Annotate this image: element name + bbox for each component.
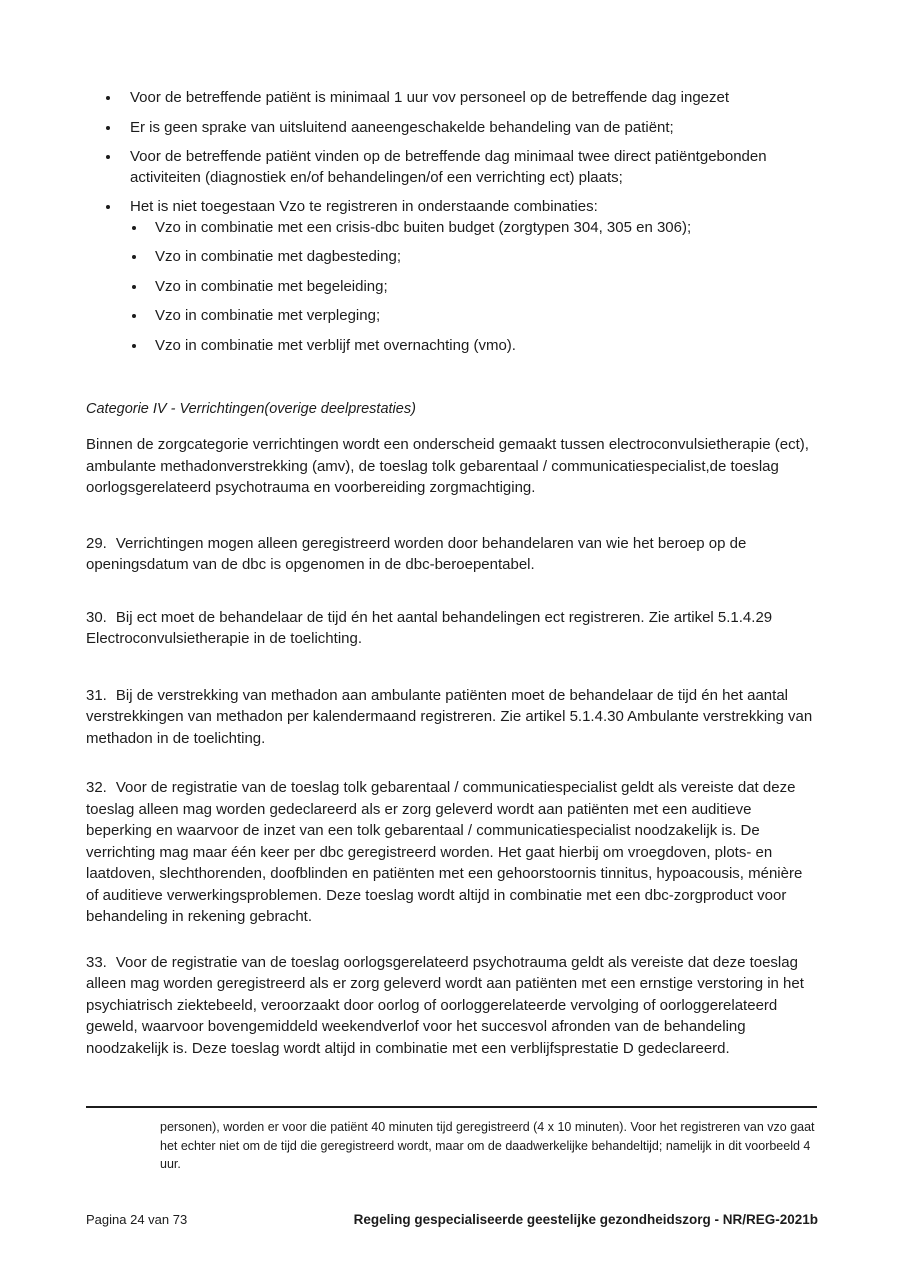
sub-bullet-item: [130, 306, 817, 327]
item-text: Voor de registratie van de toeslag oorlogsgerelateerd psychotrauma geldt als vereiste dat deze toeslag alleen mag worden geregistreerd als er zorg geleverd wordt aan patiënten met een ernstige verstoring in het psychiatrisch ziektebeeld, veroorzaakt door oorlog of oorloggerelateerde vervolging of oorloggerelateerd geweld, waarvoor bovengemiddeld weekendverlof voor het succesvol afronden van de behandeling noodzakelijk is. Deze toeslag wordt altijd in combinatie met een verblijfsprestatie D gedeclareerd.: [86, 953, 804, 1057]
bullet-text: Voor de betreffende patiënt is minimaal 1 uur vov personeel op de betreffende dag ingezet: [130, 89, 730, 106]
bullet-text: Er is geen sprake van uitsluitend aaneengeschakelde behandeling van de patiënt;: [130, 118, 674, 136]
sub-bullet-list: [130, 218, 817, 357]
numbered-item-32: [86, 777, 817, 928]
category-heading: Categorie IV - Verrichtingen(overige deelprestaties): [86, 401, 416, 417]
sub-bullet-item: [130, 218, 817, 239]
item-text: Verrichtingen mogen alleen geregistreerd worden door behandelaren van wie het beroep op de openingsdatum van de dbc is opgenomen in de dbc-beroepentabel.: [86, 534, 747, 573]
item-number: 29.: [86, 534, 107, 552]
bullet-icon: [106, 205, 110, 209]
numbered-item-30: [86, 607, 817, 650]
bullet-item: [86, 197, 817, 356]
bullet-list: [86, 88, 817, 356]
page-content: [86, 88, 817, 1059]
numbered-item-33: [86, 952, 817, 1060]
item-number: 33.: [86, 953, 107, 971]
numbered-item-29: [86, 533, 817, 576]
bullet-item: [86, 118, 817, 139]
document-title: Regeling gespecialiseerde geestelijke gezondheidszorg - NR/REG-2021b: [353, 1212, 818, 1227]
sub-bullet-item: [130, 336, 817, 357]
bullet-icon: [106, 126, 110, 130]
item-text: Bij de verstrekking van methadon aan ambulante patiënten moet de behandelaar de tijd én het aantal verstrekkingen van methadon per kalendermaand registreren. Zie artikel 5.1.4.30 Ambulante verstrekking van methadon in de toelichting.: [86, 686, 813, 747]
bullet-icon: [132, 314, 136, 318]
item-text: Bij ect moet de behandelaar de tijd én het aantal behandelingen ect registreren. Zie artikel 5.1.4.29 Electroconvulsietherapie in de toelichting.: [86, 608, 773, 647]
bullet-text: Het is niet toegestaan Vzo te registreren in onderstaande combinaties:: [130, 198, 598, 215]
item-number: 32.: [86, 779, 107, 796]
intro-paragraph: Binnen de zorgcategorie verrichtingen wordt een onderscheid gemaakt tussen electroconvulsietherapie (ect), ambulante methadonverstrekking (amv), de toeslag tolk gebarentaal / communicatiespecialist,de toeslag oorlogsgerelateerd psychotrauma en voorbereiding zorgmachtiging.: [86, 436, 809, 496]
sub-bullet-item: [130, 247, 817, 268]
sub-bullet-text: Vzo in combinatie met verpleging;: [155, 307, 381, 324]
bullet-icon: [132, 285, 136, 289]
sub-bullet-item: [130, 277, 817, 298]
footnote-text: personen), worden er voor die patiënt 40 minuten tijd geregistreerd (4 x 10 minuten). Voor het registreren van vzo gaat het echter niet om de tijd die geregistreerd wordt, maar om de daadwerkelijke behandeltijd; namelijk in dit voorbeeld 4 uur.: [160, 1120, 815, 1171]
bullet-icon: [132, 255, 136, 259]
page-footer: [86, 1212, 818, 1227]
bullet-icon: [106, 155, 110, 159]
item-number: 30.: [86, 608, 107, 626]
bullet-item: [86, 147, 817, 188]
bullet-item: [86, 88, 817, 109]
bullet-icon: [106, 96, 110, 100]
sub-bullet-text: Vzo in combinatie met verblijf met overnachting (vmo).: [155, 336, 516, 354]
numbered-item-31: [86, 685, 817, 750]
footnote-separator: [86, 1106, 817, 1108]
footnote-block: [86, 1106, 817, 1174]
sub-bullet-text: Vzo in combinatie met begeleiding;: [155, 277, 388, 295]
bullet-text: Voor de betreffende patiënt vinden op de betreffende dag minimaal twee direct patiëntgebonden activiteiten (diagnostiek en/of behandelingen/of een verrichting ect) plaats;: [130, 148, 767, 186]
sub-bullet-text: Vzo in combinatie met een crisis-dbc buiten budget (zorgtypen 304, 305 en 306);: [155, 218, 692, 236]
item-number: 31.: [86, 686, 107, 704]
bullet-icon: [132, 226, 136, 230]
page-number: Pagina 24 van 73: [86, 1212, 188, 1227]
item-text: Voor de registratie van de toeslag tolk gebarentaal / communicatiespecialist geldt als vereiste dat deze toeslag alleen mag worden gedeclareerd als er zorg geleverd wordt aan patiënten met een auditieve beperking en waarvoor de inzet van een tolk gebarentaal / communicatiespecialist noodzakelijk is. De verrichting mag maar één keer per dbc geregistreerd worden. Het gaat hierbij om vroegdoven, plots- en laatdoven, slechthorenden, doofblinden en patiënten met een gehoorstoornis tinnitus, hypoacousis, ménière of auditieve verwerkingsproblemen. Deze toeslag wordt altijd in combinatie met een dbc-zorgproduct voor behandeling in rekening gebracht.: [86, 779, 803, 925]
sub-bullet-text: Vzo in combinatie met dagbesteding;: [155, 248, 401, 265]
bullet-icon: [132, 344, 136, 348]
